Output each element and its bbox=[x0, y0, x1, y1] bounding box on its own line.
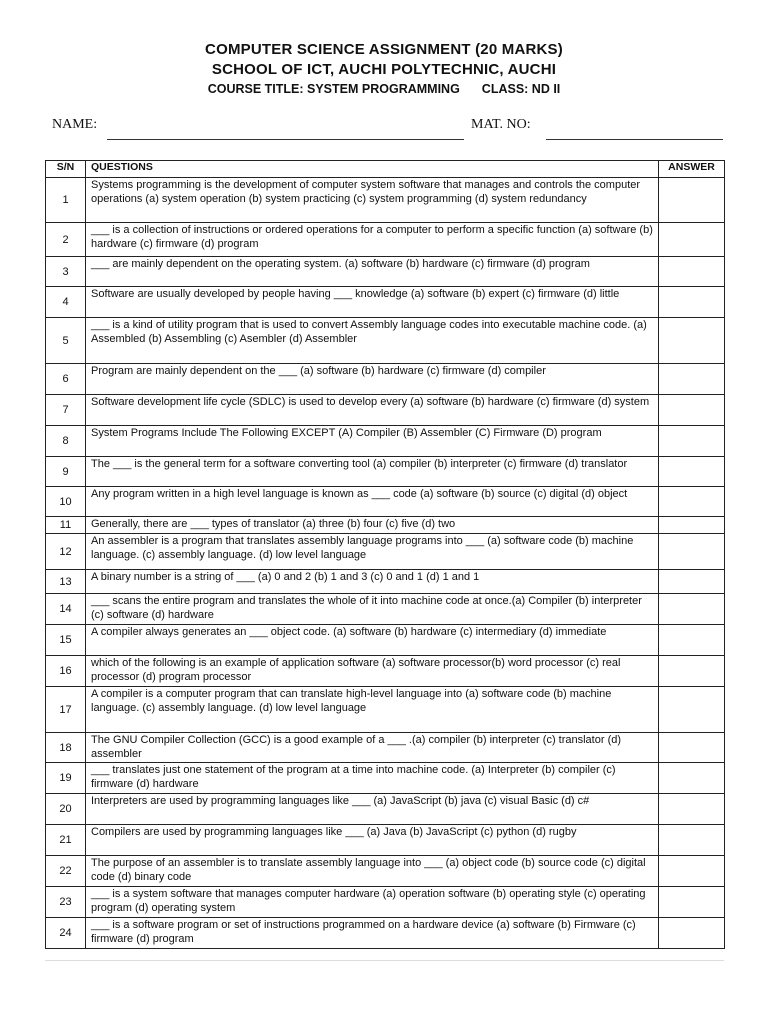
question-text: Software are usually developed by people having ___ knowledge (a) software (b) expert (c) firmware (d) little bbox=[86, 287, 659, 318]
table-row bbox=[46, 287, 725, 318]
question-number: 18 bbox=[46, 733, 86, 763]
school-title: SCHOOL OF ICT, AUCHI POLYTECHNIC, AUCHI bbox=[211, 61, 557, 78]
answer-cell[interactable] bbox=[659, 178, 725, 223]
question-number: 22 bbox=[46, 856, 86, 887]
student-info-row bbox=[0, 117, 768, 145]
question-text: System Programs Include The Following EXCEPT (A) Compiler (B) Assembler (C) Firmware (D) program bbox=[86, 426, 659, 457]
question-text: Generally, there are ___ types of translator (a) three (b) four (c) five (d) two bbox=[86, 517, 659, 534]
question-text: ___ is a kind of utility program that is used to convert Assembly language codes into executable machine code. (a) Assembled (b) Assembling (c) Asembler (d) Assembler bbox=[86, 318, 659, 364]
answer-cell[interactable] bbox=[659, 825, 725, 856]
course-title: COURSE TITLE: SYSTEM PROGRAMMING bbox=[207, 82, 460, 96]
question-text: Compilers are used by programming languages like ___ (a) Java (b) JavaScript (c) python (d) rugby bbox=[86, 825, 659, 856]
question-number: 15 bbox=[46, 625, 86, 656]
question-number: 19 bbox=[46, 763, 86, 794]
table-row bbox=[46, 825, 725, 856]
document-header bbox=[0, 40, 768, 98]
question-number: 10 bbox=[46, 487, 86, 517]
question-number: 14 bbox=[46, 594, 86, 625]
table-row bbox=[46, 733, 725, 763]
answer-cell[interactable] bbox=[659, 656, 725, 687]
matno-label: MAT. NO: bbox=[471, 117, 531, 132]
question-text: ___ is a collection of instructions or ordered operations for a computer to perform a specific function (a) software (b) hardware (c) firmware (d) program bbox=[86, 223, 659, 257]
answer-cell[interactable] bbox=[659, 223, 725, 257]
matno-field[interactable] bbox=[546, 139, 723, 140]
question-text: A compiler always generates an ___ object code. (a) software (b) hardware (c) intermediary (d) immediate bbox=[86, 625, 659, 656]
answer-cell[interactable] bbox=[659, 364, 725, 395]
page-bottom-divider bbox=[45, 960, 724, 961]
table-row bbox=[46, 223, 725, 257]
question-number: 20 bbox=[46, 794, 86, 825]
question-text: Systems programming is the development of computer system software that manages and controls the computer operations (a) system operation (b) system practicing (c) system programming (d) system redundancy bbox=[86, 178, 659, 223]
question-text: An assembler is a program that translates assembly language programs into ___ (a) software code (b) machine language. (c) assembly language. (d) low level language bbox=[86, 534, 659, 570]
question-text: ___ is a system software that manages computer hardware (a) operation software (b) operating style (c) operating program (d) operating system bbox=[86, 887, 659, 918]
answer-cell[interactable] bbox=[659, 534, 725, 570]
question-text: Any program written in a high level language is known as ___ code (a) software (b) source (c) digital (d) object bbox=[86, 487, 659, 517]
answer-cell[interactable] bbox=[659, 517, 725, 534]
answer-header: ANSWER bbox=[659, 161, 725, 178]
answer-cell[interactable] bbox=[659, 733, 725, 763]
table-row bbox=[46, 856, 725, 887]
question-text: Software development life cycle (SDLC) is used to develop every (a) software (b) hardware (c) firmware (d) system bbox=[86, 395, 659, 426]
table-row bbox=[46, 918, 725, 949]
question-number: 5 bbox=[46, 318, 86, 364]
question-text: which of the following is an example of application software (a) software processor(b) word processor (c) real processor (d) program processor bbox=[86, 656, 659, 687]
question-number: 3 bbox=[46, 257, 86, 287]
question-number: 4 bbox=[46, 287, 86, 318]
table-row bbox=[46, 457, 725, 487]
answer-cell[interactable] bbox=[659, 426, 725, 457]
table-row bbox=[46, 364, 725, 395]
answer-cell[interactable] bbox=[659, 687, 725, 733]
answer-cell[interactable] bbox=[659, 918, 725, 949]
table-row bbox=[46, 395, 725, 426]
answer-cell[interactable] bbox=[659, 594, 725, 625]
table-row bbox=[46, 687, 725, 733]
table-row bbox=[46, 763, 725, 794]
table-header-row bbox=[46, 161, 725, 178]
sn-header: S/N bbox=[46, 161, 86, 178]
table-row bbox=[46, 534, 725, 570]
question-text: The GNU Compiler Collection (GCC) is a good example of a ___ .(a) compiler (b) interpreter (c) translator (d) assembler bbox=[86, 733, 659, 763]
answer-cell[interactable] bbox=[659, 625, 725, 656]
table-row bbox=[46, 257, 725, 287]
question-number: 2 bbox=[46, 223, 86, 257]
table-row bbox=[46, 794, 725, 825]
table-row bbox=[46, 656, 725, 687]
table-row bbox=[46, 625, 725, 656]
question-text: ___ are mainly dependent on the operating system. (a) software (b) hardware (c) firmware (d) program bbox=[86, 257, 659, 287]
answer-cell[interactable] bbox=[659, 287, 725, 318]
answer-cell[interactable] bbox=[659, 794, 725, 825]
question-number: 13 bbox=[46, 570, 86, 594]
table-row bbox=[46, 887, 725, 918]
answer-cell[interactable] bbox=[659, 457, 725, 487]
question-number: 21 bbox=[46, 825, 86, 856]
table-row bbox=[46, 426, 725, 457]
question-text: ___ translates just one statement of the program at a time into machine code. (a) Interpreter (b) compiler (c) firmware (d) hardware bbox=[86, 763, 659, 794]
assignment-title: COMPUTER SCIENCE ASSIGNMENT (20 MARKS) bbox=[205, 41, 563, 58]
table-row bbox=[46, 178, 725, 223]
answer-cell[interactable] bbox=[659, 570, 725, 594]
question-text: A binary number is a string of ___ (a) 0 and 2 (b) 1 and 3 (c) 0 and 1 (d) 1 and 1 bbox=[86, 570, 659, 594]
name-label: NAME: bbox=[52, 117, 98, 132]
class-label: CLASS: ND II bbox=[481, 82, 561, 96]
table-row bbox=[46, 487, 725, 517]
answer-cell[interactable] bbox=[659, 257, 725, 287]
question-text: ___ scans the entire program and translates the whole of it into machine code at once.(a) Compiler (b) interpreter (c) software (d) hardware bbox=[86, 594, 659, 625]
question-number: 6 bbox=[46, 364, 86, 395]
question-number: 12 bbox=[46, 534, 86, 570]
question-text: The purpose of an assembler is to translate assembly language into ___ (a) object code (b) source code (c) digital code (d) binary code bbox=[86, 856, 659, 887]
question-text: A compiler is a computer program that can translate high-level language into (a) software code (b) machine language. (c) assembly language. (d) low level language bbox=[86, 687, 659, 733]
answer-cell[interactable] bbox=[659, 318, 725, 364]
table-row bbox=[46, 594, 725, 625]
table-row bbox=[46, 570, 725, 594]
answer-cell[interactable] bbox=[659, 887, 725, 918]
answer-cell[interactable] bbox=[659, 487, 725, 517]
question-number: 23 bbox=[46, 887, 86, 918]
question-number: 11 bbox=[46, 517, 86, 534]
question-number: 24 bbox=[46, 918, 86, 949]
questions-table bbox=[45, 160, 725, 949]
question-number: 16 bbox=[46, 656, 86, 687]
question-number: 9 bbox=[46, 457, 86, 487]
question-text: The ___ is the general term for a software converting tool (a) compiler (b) interpreter (c) firmware (d) translator bbox=[86, 457, 659, 487]
answer-cell[interactable] bbox=[659, 856, 725, 887]
question-number: 8 bbox=[46, 426, 86, 457]
question-text: Interpreters are used by programming languages like ___ (a) JavaScript (b) java (c) visual Basic (d) c# bbox=[86, 794, 659, 825]
question-text: ___ is a software program or set of instructions programmed on a hardware device (a) software (b) Firmware (c) firmware (d) program bbox=[86, 918, 659, 949]
question-number: 17 bbox=[46, 687, 86, 733]
table-row bbox=[46, 517, 725, 534]
name-field[interactable] bbox=[107, 139, 464, 140]
questions-header: QUESTIONS bbox=[86, 161, 659, 178]
course-line bbox=[0, 80, 768, 98]
answer-cell[interactable] bbox=[659, 395, 725, 426]
table-row bbox=[46, 318, 725, 364]
question-number: 1 bbox=[46, 178, 86, 223]
answer-cell[interactable] bbox=[659, 763, 725, 794]
question-number: 7 bbox=[46, 395, 86, 426]
question-text: Program are mainly dependent on the ___ (a) software (b) hardware (c) firmware (d) compiler bbox=[86, 364, 659, 395]
